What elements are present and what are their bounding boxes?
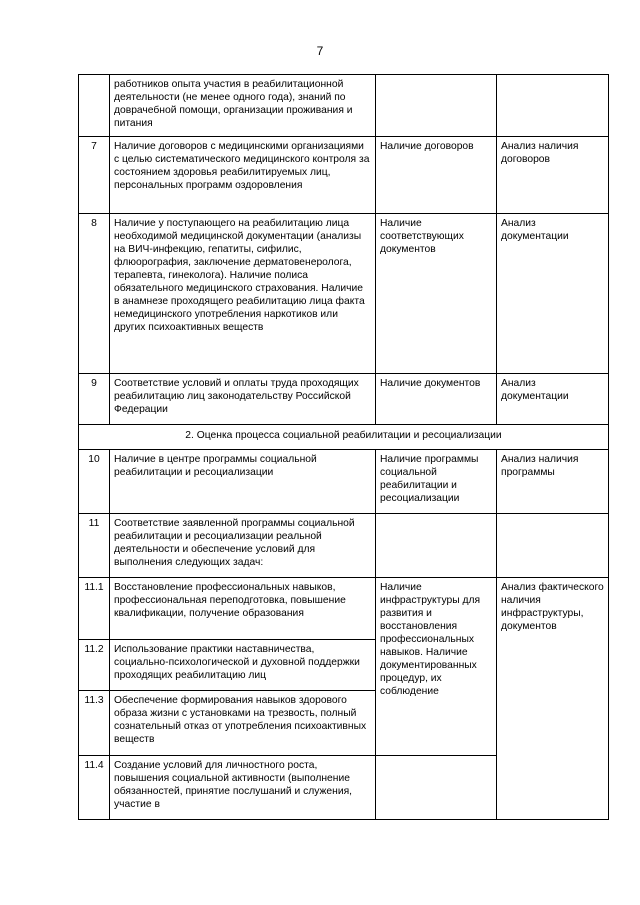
table-row <box>79 514 609 578</box>
criterion-cell: Соответствие заявленной программы социальной реабилитации и ресоциализации реальной деятельности и обеспечение условий для выполнения следующих задач: <box>110 514 376 578</box>
method-cell <box>497 514 609 578</box>
method-cell: Анализ документации <box>497 214 609 374</box>
indicator-cell-empty <box>376 756 497 820</box>
row-number: 10 <box>79 450 110 514</box>
indicator-cell: Наличие соответствующих документов <box>376 214 497 374</box>
method-cell: Анализ фактического наличия инфраструктуры, документов <box>497 578 609 820</box>
indicator-cell: Наличие инфраструктуры для развития и восстановления профессиональных навыков. Наличие документированных процедур, их соблюдение <box>376 578 497 756</box>
row-number: 7 <box>79 137 110 214</box>
section-title: 2. Оценка процесса социальной реабилитации и ресоциализации <box>79 425 609 450</box>
table-row <box>79 75 609 137</box>
row-number: 11.1 <box>79 578 110 640</box>
indicator-cell: Наличие договоров <box>376 137 497 214</box>
criterion-cell: Восстановление профессиональных навыков, профессиональная переподготовка, повышение квалификации, получение образования <box>110 578 376 640</box>
section-row <box>79 425 609 450</box>
method-cell: Анализ документации <box>497 374 609 425</box>
indicator-cell: Наличие программы социальной реабилитации и ресоциализации <box>376 450 497 514</box>
criterion-cell: Соответствие условий и оплаты труда проходящих реабилитацию лиц законодательству Российской Федерации <box>110 374 376 425</box>
criterion-cell: Наличие договоров с медицинскими организациями с целью систематического медицинского контроля за состоянием здоровья реабилитируемых лиц, персональных программ оздоровления <box>110 137 376 214</box>
criterion-cell: Обеспечение формирования навыков здорового образа жизни с установками на трезвость, полный сознательный отказ от употребления психоактивных веществ <box>110 691 376 756</box>
table-row <box>79 137 609 214</box>
row-number <box>79 75 110 137</box>
row-number: 11.4 <box>79 756 110 820</box>
row-number: 11.3 <box>79 691 110 756</box>
indicator-cell <box>376 514 497 578</box>
criterion-cell: работников опыта участия в реабилитационной деятельности (не менее одного года), знаний по доврачебной помощи, организации проживания и питания <box>110 75 376 137</box>
method-cell <box>497 75 609 137</box>
row-number: 9 <box>79 374 110 425</box>
criterion-cell: Наличие у поступающего на реабилитацию лица необходимой медицинской документации (анализы на ВИЧ-инфекцию, гепатиты, сифилис, флюорография, заключение дерматовенеролога, терапевта, гинеколога). Наличие полиса обязательного медицинского страхования. Наличие в анамнезе проходящего реабилитацию лица факта немедицинского употребления наркотиков или других психоактивных веществ <box>110 214 376 374</box>
row-number: 11 <box>79 514 110 578</box>
method-cell: Анализ наличия договоров <box>497 137 609 214</box>
method-cell: Анализ наличия программы <box>497 450 609 514</box>
table-row <box>79 214 609 374</box>
row-number: 8 <box>79 214 110 374</box>
criterion-cell: Наличие в центре программы социальной реабилитации и ресоциализации <box>110 450 376 514</box>
criteria-table <box>78 74 609 820</box>
table-row <box>79 450 609 514</box>
table-row <box>79 374 609 425</box>
page-number: 7 <box>316 44 324 58</box>
criterion-cell: Использование практики наставничества, социально-психологической и духовной поддержки проходящих реабилитацию лиц <box>110 640 376 691</box>
indicator-cell: Наличие документов <box>376 374 497 425</box>
table-row <box>79 578 609 640</box>
indicator-cell <box>376 75 497 137</box>
criterion-cell: Создание условий для личностного роста, повышения социальной активности (выполнение обязанностей, принятие послушаний и служения, участие в <box>110 756 376 820</box>
row-number: 11.2 <box>79 640 110 691</box>
